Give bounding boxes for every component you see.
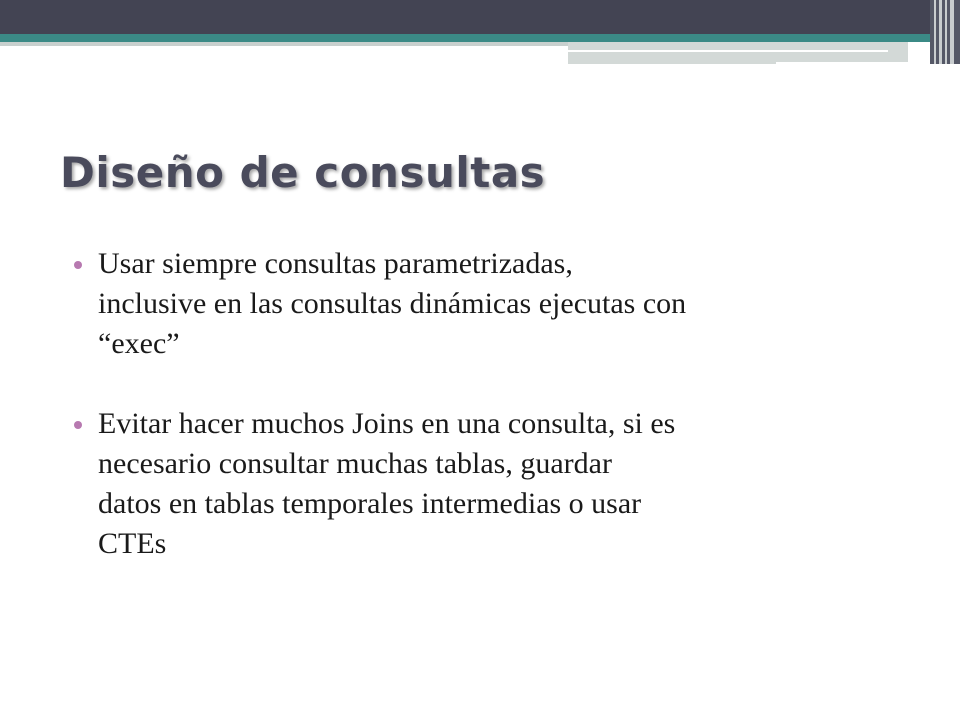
bullet-line: Evitar hacer muchos Joins en una consulta, si es xyxy=(98,407,676,440)
bullet-line: necesario consultar muchas tablas, guardar xyxy=(98,447,612,480)
header-divider-line xyxy=(568,50,888,52)
header-band-light-block xyxy=(568,42,908,64)
bullet-line: inclusive en las consultas dinámicas ejecutas con xyxy=(98,287,687,320)
bullet-line: Usar siempre consultas parametrizadas, xyxy=(98,247,573,280)
bullet-item xyxy=(70,244,900,364)
bullet-line: “exec” xyxy=(98,327,180,360)
bullet-item xyxy=(70,404,900,564)
header-band-dark xyxy=(0,0,960,34)
header-divider-line-short xyxy=(776,62,908,64)
bullet-line: datos en tablas temporales intermedias o usar xyxy=(98,487,642,520)
bullet-line: CTEs xyxy=(98,527,167,560)
header-vertical-stripes xyxy=(930,0,960,64)
bullet-marker-icon xyxy=(74,261,82,269)
header-band-light xyxy=(0,42,568,46)
slide-title: Diseño de consultas xyxy=(60,148,546,197)
bullet-list xyxy=(70,244,900,604)
bullet-marker-icon xyxy=(74,421,82,429)
header-band-teal xyxy=(0,34,960,42)
